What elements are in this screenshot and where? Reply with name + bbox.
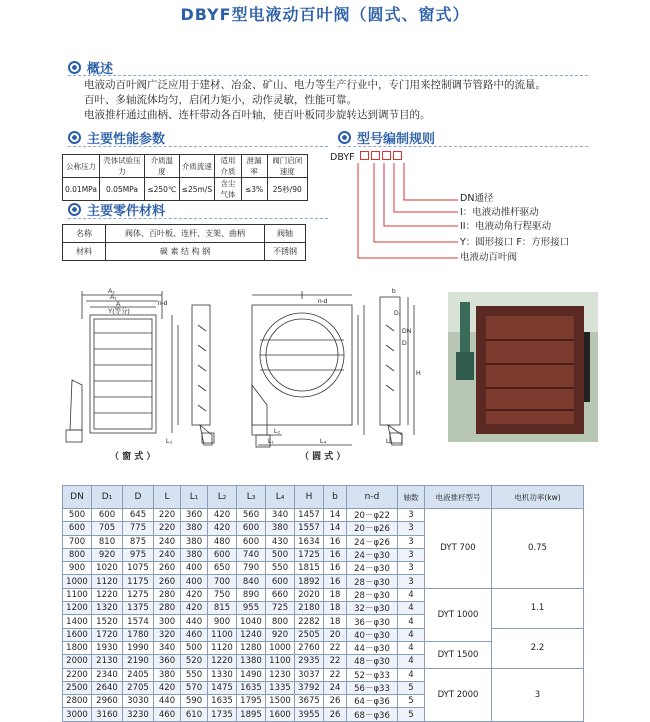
table-cell: 260: [154, 575, 181, 588]
table-cell: 420: [154, 681, 181, 694]
table-cell: 1500: [266, 695, 295, 708]
table-cell: 440: [181, 615, 208, 628]
table-cell: 1815: [295, 562, 324, 575]
table-cell: 3: [398, 522, 425, 535]
table-cell: 3030: [123, 695, 154, 708]
table-cell: 380: [181, 548, 208, 561]
table-cell: 68－φ36: [347, 708, 398, 721]
table-cell: 64－φ36: [347, 695, 398, 708]
table-cell: 1895: [237, 708, 266, 721]
table-cell: 4: [398, 641, 425, 654]
table-cell: 3160: [92, 708, 123, 721]
table-cell: 500: [63, 509, 92, 522]
table-cell: 1720: [92, 628, 123, 641]
perf-header: 适用介质: [215, 155, 242, 178]
table-cell: 420: [208, 509, 237, 522]
table-cell: 1320: [92, 602, 123, 615]
dim-nd-round: n-d: [318, 298, 328, 305]
table-cell: 1520: [92, 615, 123, 628]
table-cell: 700: [63, 535, 92, 548]
table-cell: 1725: [295, 548, 324, 561]
table-cell: 1557: [295, 522, 324, 535]
dim-L1: L₁: [268, 438, 274, 445]
table-cell: 775: [123, 522, 154, 535]
table-cell: 3792: [295, 681, 324, 694]
model-rules-heading: 型号编制规则: [338, 128, 435, 147]
table-cell: 1000: [266, 641, 295, 654]
table-cell: 790: [237, 562, 266, 575]
table-cell: 400: [181, 562, 208, 575]
actuator-model-cell: DYT 1500: [425, 641, 492, 668]
performance-heading: 主要性能参数: [68, 128, 165, 147]
table-cell: 1375: [123, 602, 154, 615]
table-cell: 1020: [92, 562, 123, 575]
table-cell: 56－φ33: [347, 681, 398, 694]
table-cell: 610: [181, 708, 208, 721]
table-cell: 1240: [237, 628, 266, 641]
table-cell: 955: [237, 602, 266, 615]
col-header: L₂: [208, 486, 237, 509]
table-cell: 1400: [63, 615, 92, 628]
table-cell: 460: [154, 708, 181, 721]
model-item-drive-1: I：电液动推杆驱动: [460, 207, 539, 218]
table-cell: 2500: [63, 681, 92, 694]
motor-power-cell: 3: [492, 668, 584, 721]
parts-value: 不锈钢: [265, 243, 306, 261]
model-item-name: 电液动百叶阀: [460, 252, 518, 263]
performance-table: [62, 154, 308, 201]
table-cell: 590: [181, 695, 208, 708]
table-cell: 1175: [123, 575, 154, 588]
table-cell: 240: [154, 548, 181, 561]
table-cell: 1280: [237, 641, 266, 654]
dim-D1: D₁: [394, 310, 401, 317]
table-cell: 52－φ33: [347, 668, 398, 681]
model-bracket-lines: [340, 160, 470, 270]
table-cell: 3955: [295, 708, 324, 721]
technical-drawings: [62, 285, 442, 460]
table-cell: 570: [181, 681, 208, 694]
table-cell: 300: [154, 615, 181, 628]
table-cell: 4: [398, 655, 425, 668]
round-caption: （ 圆 式 ）: [300, 452, 346, 462]
table-cell: 18: [324, 588, 347, 601]
table-cell: 1475: [208, 681, 237, 694]
table-cell: 420: [208, 522, 237, 535]
table-cell: 2282: [295, 615, 324, 628]
overview-line-3: 电液推杆通过曲柄、连杆带动各百叶轴，使百叶板同步旋转达到调节目的。: [84, 109, 431, 121]
perf-header: 介质流速: [179, 155, 214, 178]
table-cell: 1120: [92, 575, 123, 588]
table-cell: 400: [181, 575, 208, 588]
motor-power-cell: 1.1: [492, 588, 584, 628]
actuator-model-cell: DYT 1000: [425, 588, 492, 641]
product-photo: [448, 292, 598, 442]
dim-L4: L₄: [320, 438, 327, 445]
dim-L2: L₂: [274, 428, 281, 435]
table-cell: 28－φ30: [347, 575, 398, 588]
table-cell: 2960: [92, 695, 123, 708]
page-title: DBYF型电液动百叶阀（圆式、窗式）: [180, 5, 470, 24]
table-cell: 5: [398, 681, 425, 694]
col-header: L: [154, 486, 181, 509]
perf-value: ≤3%: [241, 178, 267, 201]
table-cell: 890: [237, 588, 266, 601]
table-cell: 1040: [237, 615, 266, 628]
table-cell: 705: [92, 522, 123, 535]
dim-A1: A₁: [110, 294, 117, 301]
table-cell: 725: [266, 602, 295, 615]
parts-header: 阀轴: [265, 225, 306, 243]
parts-table: [62, 224, 306, 261]
model-item-dn: DN通径: [460, 193, 494, 204]
table-cell: 2200: [63, 668, 92, 681]
table-cell: 1600: [266, 708, 295, 721]
table-cell: 4: [398, 668, 425, 681]
dim-A: A: [116, 301, 121, 308]
table-cell: 810: [92, 535, 123, 548]
table-cell: 3: [398, 535, 425, 548]
table-cell: 360: [181, 509, 208, 522]
perf-value: 25秒/90: [267, 178, 307, 201]
table-cell: 14: [324, 509, 347, 522]
perf-header: 阀门启闭速度: [267, 155, 307, 178]
table-cell: 1574: [123, 615, 154, 628]
code-box: [382, 151, 391, 160]
table-cell: 2760: [295, 641, 324, 654]
table-cell: 40－φ30: [347, 628, 398, 641]
col-header: 电液推杆型号: [425, 486, 492, 509]
table-cell: 4: [398, 628, 425, 641]
table-cell: 1100: [63, 588, 92, 601]
table-cell: 420: [181, 602, 208, 615]
col-header: L₃: [237, 486, 266, 509]
table-cell: 1380: [237, 655, 266, 668]
table-cell: 2190: [123, 655, 154, 668]
table-cell: 550: [181, 668, 208, 681]
table-cell: 2705: [123, 681, 154, 694]
model-code: DBYF: [330, 151, 402, 163]
table-cell: 260: [154, 562, 181, 575]
table-cell: 800: [266, 615, 295, 628]
table-cell: 600: [208, 548, 237, 561]
code-box: [371, 151, 380, 160]
table-cell: 815: [208, 602, 237, 615]
table-cell: 26: [324, 695, 347, 708]
overview-heading: 概述: [68, 58, 113, 77]
table-cell: 20: [324, 628, 347, 641]
dim-nd-window: n-d: [158, 300, 168, 307]
dim-b: b: [392, 288, 396, 295]
table-cell: 840: [237, 575, 266, 588]
table-cell: 750: [208, 588, 237, 601]
table-row: [63, 588, 584, 601]
perf-header: 介质温度: [145, 155, 180, 178]
table-row: [63, 509, 584, 522]
perf-header: 壳体试验压力: [99, 155, 144, 178]
table-row: [63, 628, 584, 641]
col-header: n-d: [347, 486, 398, 509]
perf-value: ≤25m/S: [179, 178, 214, 201]
table-cell: 550: [266, 562, 295, 575]
table-cell: 4: [398, 588, 425, 601]
table-cell: 2130: [92, 655, 123, 668]
table-cell: 220: [154, 522, 181, 535]
table-cell: 520: [181, 655, 208, 668]
table-cell: 5: [398, 708, 425, 721]
dim-H: H: [416, 370, 421, 377]
table-cell: 2180: [295, 602, 324, 615]
table-cell: 18: [324, 602, 347, 615]
table-cell: 1457: [295, 509, 324, 522]
table-cell: 1634: [295, 535, 324, 548]
table-cell: 900: [63, 562, 92, 575]
parts-value: 碳 素 结 构 钢: [106, 243, 265, 261]
divider: [338, 146, 588, 147]
table-cell: 900: [208, 615, 237, 628]
table-cell: 26: [324, 708, 347, 721]
table-row: [63, 668, 584, 681]
divider: [68, 75, 588, 76]
table-cell: 280: [154, 588, 181, 601]
col-header: L₁: [181, 486, 208, 509]
dim-DN: DN: [402, 328, 412, 335]
table-cell: 700: [208, 575, 237, 588]
actuator-model-cell: DYT 700: [425, 509, 492, 589]
table-cell: 430: [266, 535, 295, 548]
perf-value: 0.01MPa: [63, 178, 100, 201]
table-cell: 1330: [208, 668, 237, 681]
table-cell: 2020: [295, 588, 324, 601]
table-cell: 875: [123, 535, 154, 548]
table-cell: 360: [154, 655, 181, 668]
table-cell: 1930: [92, 641, 123, 654]
table-cell: 1075: [123, 562, 154, 575]
table-cell: 800: [63, 548, 92, 561]
window-caption: （ 窗 式 ）: [110, 452, 156, 462]
table-cell: 1735: [208, 708, 237, 721]
table-cell: 20－φ22: [347, 509, 398, 522]
parts-header: 名称: [63, 225, 106, 243]
table-cell: 22: [324, 641, 347, 654]
table-cell: 380: [181, 522, 208, 535]
table-cell: 24－φ30: [347, 548, 398, 561]
bullet-icon: [338, 131, 351, 144]
table-cell: 1335: [266, 681, 295, 694]
table-cell: 1635: [208, 695, 237, 708]
col-header: DN: [63, 486, 92, 509]
table-cell: 36－φ30: [347, 615, 398, 628]
bullet-icon: [68, 61, 81, 74]
table-cell: 600: [63, 522, 92, 535]
col-header: L₄: [266, 486, 295, 509]
table-cell: 1990: [123, 641, 154, 654]
table-cell: 1275: [123, 588, 154, 601]
table-cell: 2935: [295, 655, 324, 668]
table-cell: 1100: [266, 655, 295, 668]
table-cell: 48－φ30: [347, 655, 398, 668]
dim-L: L: [386, 438, 390, 445]
table-cell: 280: [154, 602, 181, 615]
table-cell: 600: [237, 522, 266, 535]
table-cell: 4: [398, 602, 425, 615]
dim-L3: L₃: [166, 438, 173, 445]
table-cell: 380: [266, 522, 295, 535]
table-cell: 16: [324, 535, 347, 548]
col-header: b: [324, 486, 347, 509]
table-cell: 660: [266, 588, 295, 601]
table-cell: 3675: [295, 695, 324, 708]
table-cell: 3: [398, 575, 425, 588]
table-cell: 380: [181, 535, 208, 548]
valve-photo-illustration: [448, 292, 598, 442]
table-cell: 500: [266, 548, 295, 561]
table-cell: 24－φ26: [347, 535, 398, 548]
table-cell: 1100: [208, 628, 237, 641]
table-cell: 650: [208, 562, 237, 575]
table-cell: 920: [266, 628, 295, 641]
model-item-drive-2: II：电液动角行程驱动: [460, 221, 552, 232]
table-cell: 1200: [63, 602, 92, 615]
table-cell: 2405: [123, 668, 154, 681]
table-cell: 600: [266, 575, 295, 588]
table-cell: 920: [92, 548, 123, 561]
table-cell: 560: [237, 509, 266, 522]
table-cell: 2340: [92, 668, 123, 681]
table-cell: 320: [154, 628, 181, 641]
table-cell: 28－φ30: [347, 588, 398, 601]
table-cell: 2800: [63, 695, 92, 708]
perf-header: 公称压力: [63, 155, 100, 178]
table-cell: 16: [324, 575, 347, 588]
table-cell: 18: [324, 615, 347, 628]
bullet-icon: [68, 131, 81, 144]
parts-heading: 主要零件材料: [68, 200, 165, 219]
table-cell: 2000: [63, 655, 92, 668]
dim-A2: A₂: [108, 288, 115, 295]
table-cell: 975: [123, 548, 154, 561]
divider: [68, 146, 328, 147]
table-cell: 5: [398, 695, 425, 708]
table-cell: 3: [398, 509, 425, 522]
table-cell: 3230: [123, 708, 154, 721]
col-header: 电机功率(kw): [492, 486, 584, 509]
parts-header: 阀体、百叶板、连杆、支架、曲柄: [106, 225, 265, 243]
table-cell: 460: [181, 628, 208, 641]
table-cell: 440: [154, 695, 181, 708]
code-box: [360, 151, 369, 160]
table-cell: 340: [266, 509, 295, 522]
table-cell: 1220: [92, 588, 123, 601]
table-cell: 380: [154, 668, 181, 681]
table-cell: 340: [154, 641, 181, 654]
table-cell: 16: [324, 548, 347, 561]
table-cell: 240: [154, 535, 181, 548]
motor-power-cell: 0.75: [492, 509, 584, 589]
table-cell: 1892: [295, 575, 324, 588]
table-cell: 1000: [63, 575, 92, 588]
table-cell: 3037: [295, 668, 324, 681]
table-cell: 16: [324, 562, 347, 575]
table-cell: 2505: [295, 628, 324, 641]
col-header: D: [123, 486, 154, 509]
table-cell: 1230: [266, 668, 295, 681]
table-cell: 645: [123, 509, 154, 522]
table-cell: 44－φ30: [347, 641, 398, 654]
bullet-icon: [68, 203, 81, 216]
model-item-interface: Y：圆形接口 F：方形接口: [460, 237, 570, 248]
overview-line-2: 百叶、多轴流体均匀，启闭力矩小，动作灵敏，性能可靠。: [84, 94, 357, 106]
table-cell: 420: [181, 588, 208, 601]
table-cell: 1490: [237, 668, 266, 681]
table-cell: 32－φ30: [347, 602, 398, 615]
dim-Y: Y(等分): [108, 308, 130, 315]
perf-header: 泄漏率: [241, 155, 267, 178]
table-cell: 24: [324, 681, 347, 694]
table-cell: 4: [398, 615, 425, 628]
table-cell: 1800: [63, 641, 92, 654]
table-cell: 1220: [208, 655, 237, 668]
table-cell: 3000: [63, 708, 92, 721]
dimension-table: [62, 485, 584, 722]
actuator-model-cell: DYT 2000: [425, 668, 492, 721]
col-header: D₁: [92, 486, 123, 509]
table-cell: 1600: [63, 628, 92, 641]
parts-value: 材料: [63, 243, 106, 261]
table-cell: 1780: [123, 628, 154, 641]
divider: [68, 218, 328, 219]
perf-value: 含尘气体: [215, 178, 242, 201]
table-cell: 22: [324, 668, 347, 681]
table-cell: 1795: [237, 695, 266, 708]
perf-value: ≤250℃: [145, 178, 180, 201]
table-cell: 500: [181, 641, 208, 654]
motor-power-cell: 2.2: [492, 628, 584, 668]
table-cell: 1635: [237, 681, 266, 694]
overview-line-1: 电液动百叶阀广泛应用于建材、冶金、矿山、电力等生产行业中，专门用来控制调节管路中的流量。: [84, 79, 546, 91]
table-cell: 3: [398, 548, 425, 561]
table-cell: 22: [324, 655, 347, 668]
table-cell: 220: [154, 509, 181, 522]
dim-D: D: [402, 340, 407, 347]
table-cell: 600: [92, 509, 123, 522]
table-cell: 24－φ30: [347, 562, 398, 575]
table-cell: 20－φ26: [347, 522, 398, 535]
table-cell: 1120: [208, 641, 237, 654]
code-box: [393, 151, 402, 160]
col-header: H: [295, 486, 324, 509]
table-cell: 740: [237, 548, 266, 561]
perf-value: 0.05MPa: [99, 178, 144, 201]
col-header: 轴数: [398, 486, 425, 509]
table-cell: 480: [208, 535, 237, 548]
table-cell: 2640: [92, 681, 123, 694]
table-cell: 14: [324, 522, 347, 535]
table-cell: 3: [398, 562, 425, 575]
table-cell: 600: [237, 535, 266, 548]
